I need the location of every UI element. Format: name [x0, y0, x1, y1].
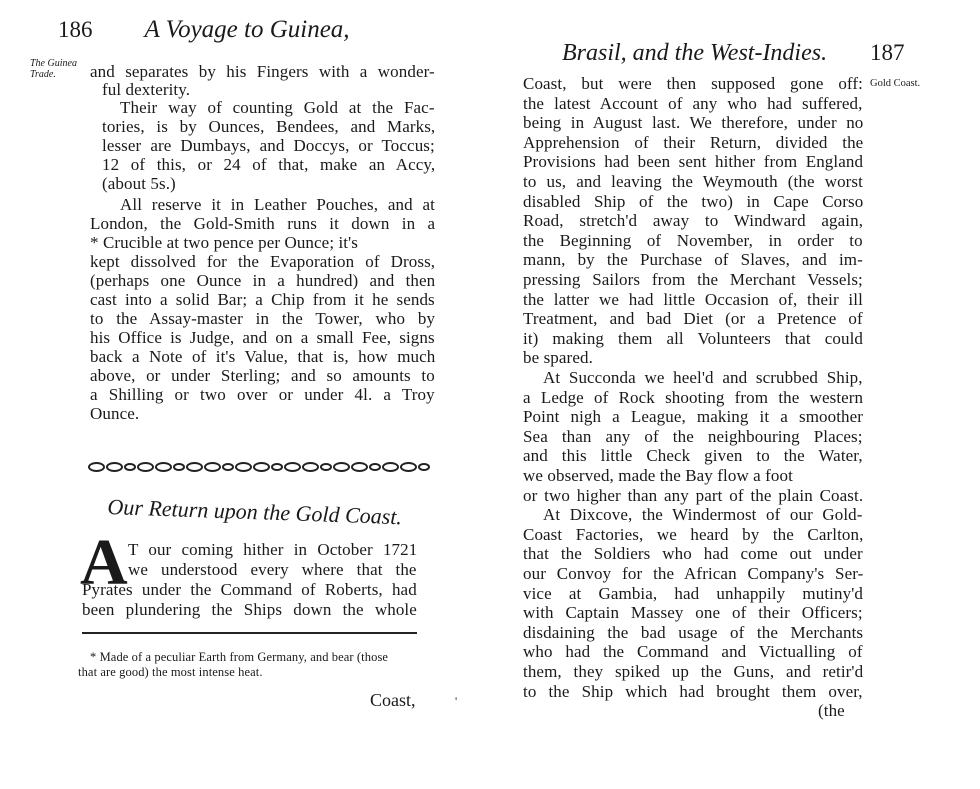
text-line: the latter we had little Occasion of, their ill: [523, 289, 863, 309]
text-line: who had the Command and Victualling of: [523, 642, 863, 662]
text-line: At Succonda we heel'd and scrubbed Ship,: [543, 368, 863, 387]
right-page: [490, 0, 980, 789]
text-line: to the Assay-master in the Tower, who by: [90, 309, 436, 328]
text-line: disdaining the bad usage of the Merchants: [523, 622, 864, 642]
section-text: [82, 540, 427, 625]
text-line: to the Ship which had brought them over,: [523, 681, 863, 701]
footnote-line: that are good) the most intense heat.: [78, 665, 263, 679]
text-line: back a Note of it's Value, that is, how much: [90, 347, 436, 366]
text-line: to us, and leaving the Weymouth (the worst: [523, 172, 863, 191]
text-line: we observed, made the Bay flow a foot: [523, 466, 793, 485]
right-body-text: [523, 74, 868, 724]
text-line: T our coming hither in October 1721: [128, 540, 418, 559]
footnote-rule: [82, 632, 417, 634]
text-line: vice at Gambia, had unhappily mutiny'd: [523, 583, 863, 603]
catchword-left: Coast,: [370, 690, 416, 710]
text-line: Sea than any of the neighbouring Places;: [523, 426, 863, 446]
margin-note-left: [30, 58, 77, 80]
text-line: * Crucible at two pence per Ounce; it's: [90, 233, 359, 252]
text-line: London, the Gold-Smith runs it down in a: [90, 214, 436, 233]
text-line: be spared.: [523, 348, 593, 368]
text-line: (about 5s.): [102, 174, 176, 193]
text-line: and this little Check given to the Water,: [523, 446, 863, 466]
catchword-right: (the: [818, 701, 845, 720]
text-line: lesser are Dumbays, and Doccys, or Toccus;: [102, 136, 435, 155]
text-line: his Office is Judge, and on a small Fee, signs: [90, 328, 435, 347]
text-line: with Captain Massey one of their Officers;: [523, 603, 863, 623]
text-line: above, or under Sterling; and so amounts to: [90, 366, 435, 385]
ornamental-rule: [88, 456, 431, 478]
text-line: or two higher than any part of the plain Coast.: [523, 485, 864, 505]
text-line: kept dissolved for the Evaporation of Dross,: [90, 252, 436, 271]
margin-note-line: Trade.: [30, 69, 56, 80]
text-line: At Dixcove, the Windermost of our Gold-: [543, 505, 863, 525]
text-line: mann, by the Purchase of Slaves, and im-: [523, 250, 863, 270]
text-line: a Ledge of Rock shooting from the western: [523, 387, 864, 407]
gutter-mark: ': [455, 694, 458, 708]
text-line: pressing Sailors from the Merchant Vessels;: [523, 270, 863, 289]
running-title-left: A Voyage to Guinea,: [144, 16, 350, 43]
text-line: it) making them all Volunteers that could: [523, 328, 864, 348]
text-line: Pyrates under the Command of Roberts, had: [82, 580, 417, 599]
text-line: that the Soldiers who had come out under: [523, 544, 863, 564]
footnote: [78, 650, 423, 684]
footnote-line: * Made of a peculiar Earth from Germany, and bear (those: [90, 650, 389, 664]
text-line: (perhaps one Ounce in a hundred) and then: [90, 271, 436, 290]
text-line: Treatment, and bad Diet (or a Pretence of: [523, 309, 863, 329]
margin-note-line: The Guinea: [30, 58, 77, 69]
section-title: Our Return upon the Gold Coast.: [107, 494, 403, 530]
page-number-right: 187: [870, 40, 905, 65]
text-line: tories, is by Ounces, Bendees, and Marks,: [102, 117, 436, 136]
text-line: Ounce.: [90, 404, 140, 423]
right-header: [562, 40, 905, 67]
drop-cap: A: [80, 526, 128, 599]
text-line: All reserve it in Leather Pouches, and at: [120, 195, 435, 214]
text-line: the latest Account of any who had suffered,: [523, 93, 863, 113]
text-line: disabled Ship of the two) in Cape Corso: [523, 191, 864, 211]
text-line: we understood every where that the: [128, 560, 417, 579]
text-line: Provisions had been sent hither from England: [523, 152, 864, 172]
text-line: our Convoy for the African Company's Ser-: [523, 564, 864, 583]
text-line: the Beginning of November, in order to: [523, 230, 863, 250]
left-body-text: [90, 62, 440, 422]
text-line: Coast Factories, we heard by the Carlton,: [523, 524, 864, 544]
text-line: Road, stretch'd away to Windward again,: [523, 211, 864, 231]
text-line: Their way of counting Gold at the Fac-: [120, 98, 435, 117]
left-page: [0, 0, 480, 789]
text-line: been plundering the Ships down the whole: [82, 600, 417, 619]
text-line: being in August last. We therefore, under no: [523, 113, 864, 133]
text-line: Apprehension of their Return, divided the: [523, 132, 864, 152]
text-line: cast into a solid Bar; a Chip from it he sends: [90, 290, 435, 309]
text-line: Coast, but were then supposed gone off:: [523, 74, 863, 93]
margin-note-right: Gold Coast.: [870, 78, 921, 89]
running-title-right: Brasil, and the West-Indies.: [562, 40, 828, 66]
text-line: them, they spiked up the Guns, and retir'd: [523, 662, 864, 681]
text-line: ful dexterity.: [102, 80, 191, 99]
text-line: 12 of this, or 24 of that, make an Accy,: [102, 155, 436, 174]
text-line: and separates by his Fingers with a wonder-: [90, 62, 435, 81]
text-line: a Shilling or two over or under 4l. a Troy: [90, 385, 435, 404]
page-number-left: 186: [58, 17, 93, 42]
text-line: Point nigh a League, making it a smoother: [523, 407, 864, 427]
left-header: [58, 16, 350, 44]
